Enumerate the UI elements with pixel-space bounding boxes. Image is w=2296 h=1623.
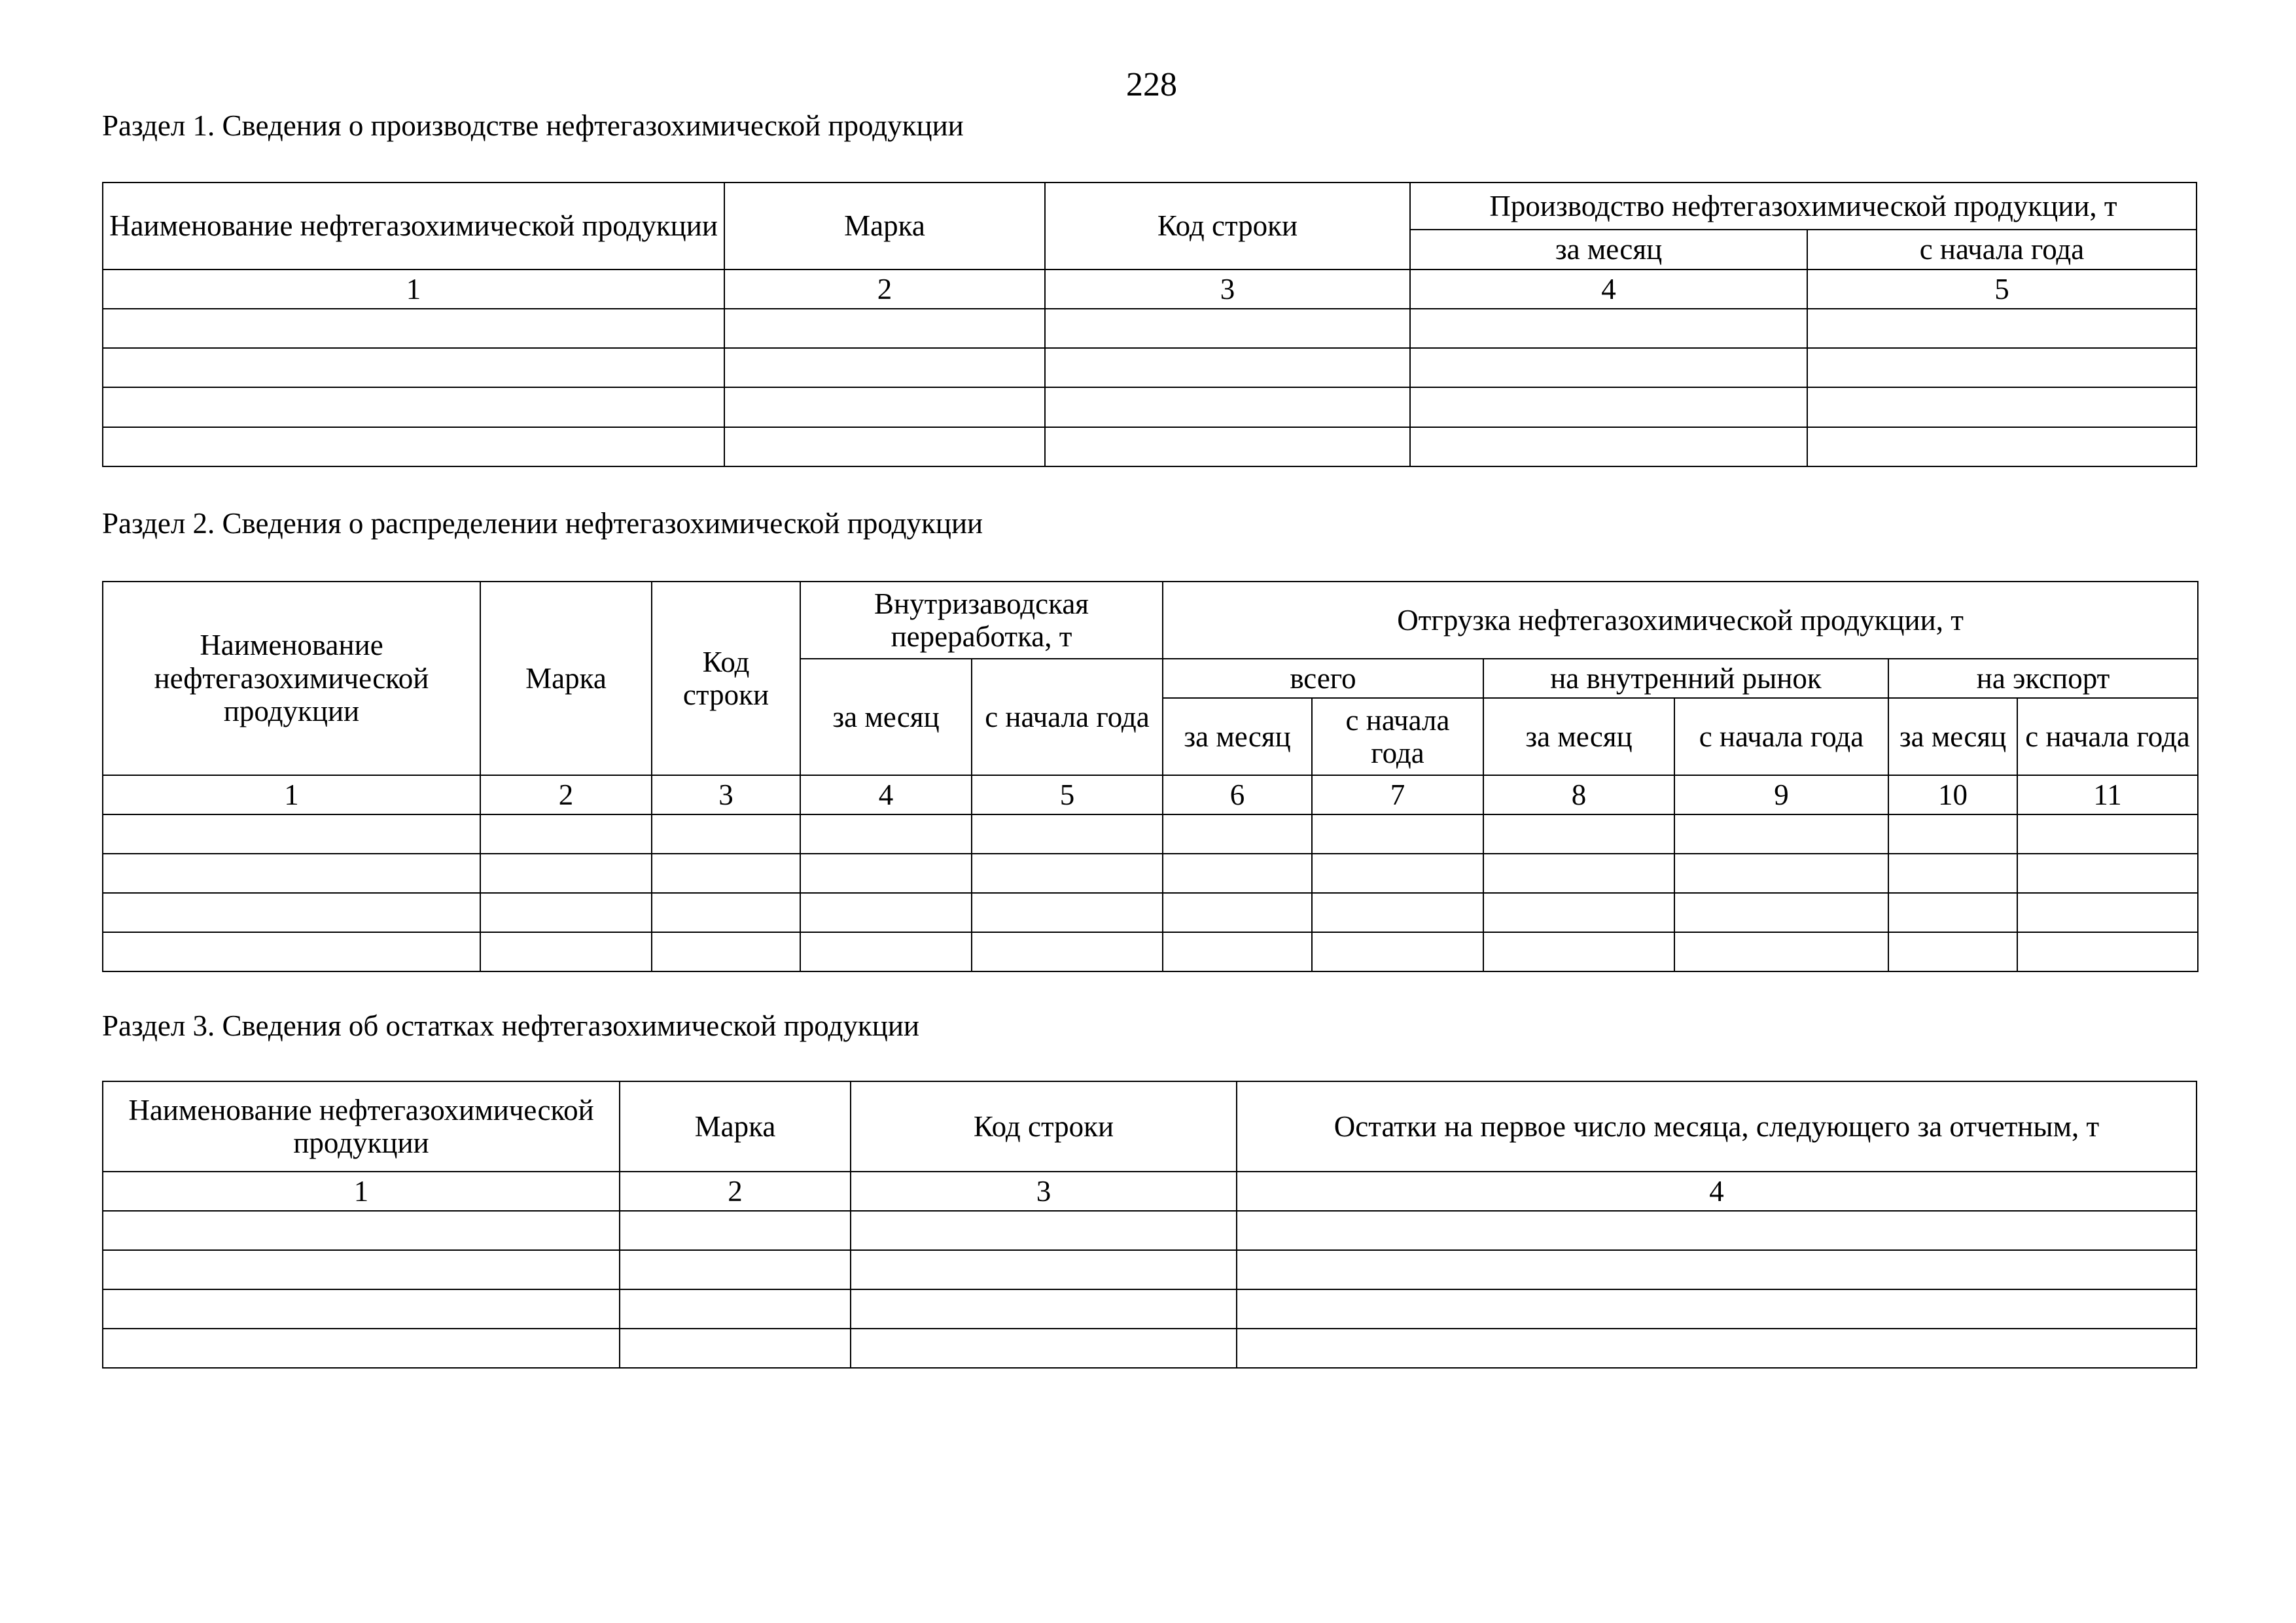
blank-cell[interactable] xyxy=(851,1329,1237,1368)
col-number: 3 xyxy=(1045,270,1410,309)
col-number: 2 xyxy=(724,270,1045,309)
blank-cell[interactable] xyxy=(103,427,724,466)
header-domestic-ytd: с начала года xyxy=(1674,698,1888,775)
col-number: 4 xyxy=(1237,1172,2197,1211)
col-number: 3 xyxy=(652,775,800,814)
header-code: Код строки xyxy=(1045,183,1410,270)
col-number: 4 xyxy=(800,775,972,814)
blank-cell[interactable] xyxy=(103,932,480,971)
header-name: Наименование нефтегазохимической продукции xyxy=(103,1081,620,1172)
section-3-title: Раздел 3. Сведения об остатках нефтегазохимической продукции xyxy=(102,1009,919,1042)
blank-cell[interactable] xyxy=(652,893,800,932)
blank-cell[interactable] xyxy=(972,854,1163,893)
header-per-month: за месяц xyxy=(1410,230,1807,269)
blank-cell[interactable] xyxy=(1410,427,1807,466)
blank-cell[interactable] xyxy=(1483,854,1674,893)
col-number: 1 xyxy=(103,775,480,814)
blank-cell[interactable] xyxy=(1483,893,1674,932)
blank-cell[interactable] xyxy=(1674,854,1888,893)
col-number: 1 xyxy=(103,270,724,309)
blank-cell[interactable] xyxy=(103,1329,620,1368)
blank-cell[interactable] xyxy=(652,854,800,893)
header-export-per-month: за месяц xyxy=(1888,698,2017,775)
blank-cell[interactable] xyxy=(1163,854,1312,893)
blank-cell[interactable] xyxy=(1888,893,2017,932)
header-mark: Марка xyxy=(480,582,652,775)
blank-cell[interactable] xyxy=(1237,1329,2197,1368)
header-ytd: с начала года xyxy=(1807,230,2197,269)
section-3-table xyxy=(102,1081,2197,1369)
table-row xyxy=(103,893,2198,932)
blank-cell[interactable] xyxy=(1312,854,1483,893)
col-number: 1 xyxy=(103,1172,620,1211)
header-total-per-month: за месяц xyxy=(1163,698,1312,775)
blank-cell[interactable] xyxy=(2017,814,2198,854)
blank-cell[interactable] xyxy=(103,814,480,854)
section-1-title: Раздел 1. Сведения о производстве нефтегазохимической продукции xyxy=(102,109,964,142)
header-code: Код строки xyxy=(851,1081,1237,1172)
header-export-ytd: с начала года xyxy=(2017,698,2198,775)
col-number: 4 xyxy=(1410,270,1807,309)
header-internal-ytd: с начала года xyxy=(972,659,1163,775)
table-row xyxy=(103,854,2198,893)
blank-cell[interactable] xyxy=(1163,932,1312,971)
col-number: 9 xyxy=(1674,775,1888,814)
blank-cell[interactable] xyxy=(480,893,652,932)
blank-cell[interactable] xyxy=(1483,932,1674,971)
header-name: Наименование нефтегазохимической продукции xyxy=(103,582,480,775)
col-number: 3 xyxy=(851,1172,1237,1211)
header-internal-processing: Внутризаводская переработка, т xyxy=(800,582,1163,659)
table-row xyxy=(103,1329,2197,1368)
blank-cell[interactable] xyxy=(800,854,972,893)
blank-cell[interactable] xyxy=(1045,348,1410,387)
blank-cell[interactable] xyxy=(1045,387,1410,427)
blank-cell[interactable] xyxy=(1163,893,1312,932)
header-domestic: на внутренний рынок xyxy=(1483,659,1888,698)
table-row xyxy=(103,1211,2197,1250)
table-row xyxy=(103,1289,2197,1329)
table-row xyxy=(103,427,2197,466)
blank-cell[interactable] xyxy=(103,387,724,427)
blank-cell[interactable] xyxy=(851,1289,1237,1329)
blank-cell[interactable] xyxy=(103,893,480,932)
col-number: 2 xyxy=(480,775,652,814)
header-internal-per-month: за месяц xyxy=(800,659,972,775)
blank-cell[interactable] xyxy=(1807,387,2197,427)
header-shipment: Отгрузка нефтегазохимической продукции, т xyxy=(1163,582,2198,659)
blank-cell[interactable] xyxy=(1410,387,1807,427)
blank-cell[interactable] xyxy=(972,814,1163,854)
header-production: Производство нефтегазохимической продукции, т xyxy=(1410,183,2197,230)
blank-cell[interactable] xyxy=(1888,932,2017,971)
blank-cell[interactable] xyxy=(724,427,1045,466)
page-number: 228 xyxy=(1126,66,1177,103)
blank-cell[interactable] xyxy=(724,348,1045,387)
col-number: 2 xyxy=(620,1172,851,1211)
blank-cell[interactable] xyxy=(1237,1289,2197,1329)
blank-cell[interactable] xyxy=(1674,932,1888,971)
blank-cell[interactable] xyxy=(851,1250,1237,1289)
blank-cell[interactable] xyxy=(103,1250,620,1289)
section-2-title: Раздел 2. Сведения о распределении нефтегазохимической продукции xyxy=(102,507,983,540)
header-total: всего xyxy=(1163,659,1483,698)
blank-cell[interactable] xyxy=(1045,309,1410,348)
blank-cell[interactable] xyxy=(480,814,652,854)
blank-cell[interactable] xyxy=(1045,427,1410,466)
col-number: 7 xyxy=(1312,775,1483,814)
blank-cell[interactable] xyxy=(620,1211,851,1250)
blank-cell[interactable] xyxy=(800,893,972,932)
header-code: Код строки xyxy=(652,582,800,775)
blank-cell[interactable] xyxy=(1237,1250,2197,1289)
blank-cell[interactable] xyxy=(652,814,800,854)
blank-cell[interactable] xyxy=(1312,893,1483,932)
blank-cell[interactable] xyxy=(103,1211,620,1250)
blank-cell[interactable] xyxy=(1807,309,2197,348)
blank-cell[interactable] xyxy=(103,854,480,893)
blank-cell[interactable] xyxy=(103,1289,620,1329)
blank-cell[interactable] xyxy=(1807,427,2197,466)
blank-cell[interactable] xyxy=(1410,348,1807,387)
table-row xyxy=(103,387,2197,427)
blank-cell[interactable] xyxy=(1312,814,1483,854)
col-number: 5 xyxy=(972,775,1163,814)
blank-cell[interactable] xyxy=(620,1289,851,1329)
blank-cell[interactable] xyxy=(800,932,972,971)
blank-cell[interactable] xyxy=(1163,814,1312,854)
blank-cell[interactable] xyxy=(620,1329,851,1368)
blank-cell[interactable] xyxy=(724,309,1045,348)
table-row xyxy=(103,1250,2197,1289)
blank-cell[interactable] xyxy=(851,1211,1237,1250)
col-number: 11 xyxy=(2017,775,2198,814)
blank-cell[interactable] xyxy=(1237,1211,2197,1250)
blank-cell[interactable] xyxy=(1807,348,2197,387)
table-row xyxy=(103,348,2197,387)
header-mark: Марка xyxy=(724,183,1045,270)
blank-cell[interactable] xyxy=(972,932,1163,971)
col-number: 5 xyxy=(1807,270,2197,309)
blank-cell[interactable] xyxy=(480,932,652,971)
blank-cell[interactable] xyxy=(2017,932,2198,971)
header-mark: Марка xyxy=(620,1081,851,1172)
section-2-table xyxy=(102,581,2199,972)
blank-cell[interactable] xyxy=(1410,309,1807,348)
col-number: 8 xyxy=(1483,775,1674,814)
blank-cell[interactable] xyxy=(1483,814,1674,854)
header-remains: Остатки на первое число месяца, следующего за отчетным, т xyxy=(1237,1081,2197,1172)
table-row xyxy=(103,309,2197,348)
blank-cell[interactable] xyxy=(103,348,724,387)
col-number: 10 xyxy=(1888,775,2017,814)
header-name: Наименование нефтегазохимической продукции xyxy=(103,183,724,270)
header-domestic-per-month: за месяц xyxy=(1483,698,1674,775)
blank-cell[interactable] xyxy=(1312,932,1483,971)
header-export: на экспорт xyxy=(1888,659,2198,698)
header-total-ytd: с начала года xyxy=(1312,698,1483,775)
blank-cell[interactable] xyxy=(724,387,1045,427)
blank-cell[interactable] xyxy=(1674,893,1888,932)
blank-cell[interactable] xyxy=(1888,814,2017,854)
blank-cell[interactable] xyxy=(2017,893,2198,932)
blank-cell[interactable] xyxy=(652,932,800,971)
blank-cell[interactable] xyxy=(800,814,972,854)
col-number: 6 xyxy=(1163,775,1312,814)
section-1-table xyxy=(102,182,2197,467)
blank-cell[interactable] xyxy=(2017,854,2198,893)
blank-cell[interactable] xyxy=(480,854,652,893)
table-row xyxy=(103,814,2198,854)
blank-cell[interactable] xyxy=(1674,814,1888,854)
blank-cell[interactable] xyxy=(103,309,724,348)
blank-cell[interactable] xyxy=(1888,854,2017,893)
blank-cell[interactable] xyxy=(620,1250,851,1289)
blank-cell[interactable] xyxy=(972,893,1163,932)
table-row xyxy=(103,932,2198,971)
